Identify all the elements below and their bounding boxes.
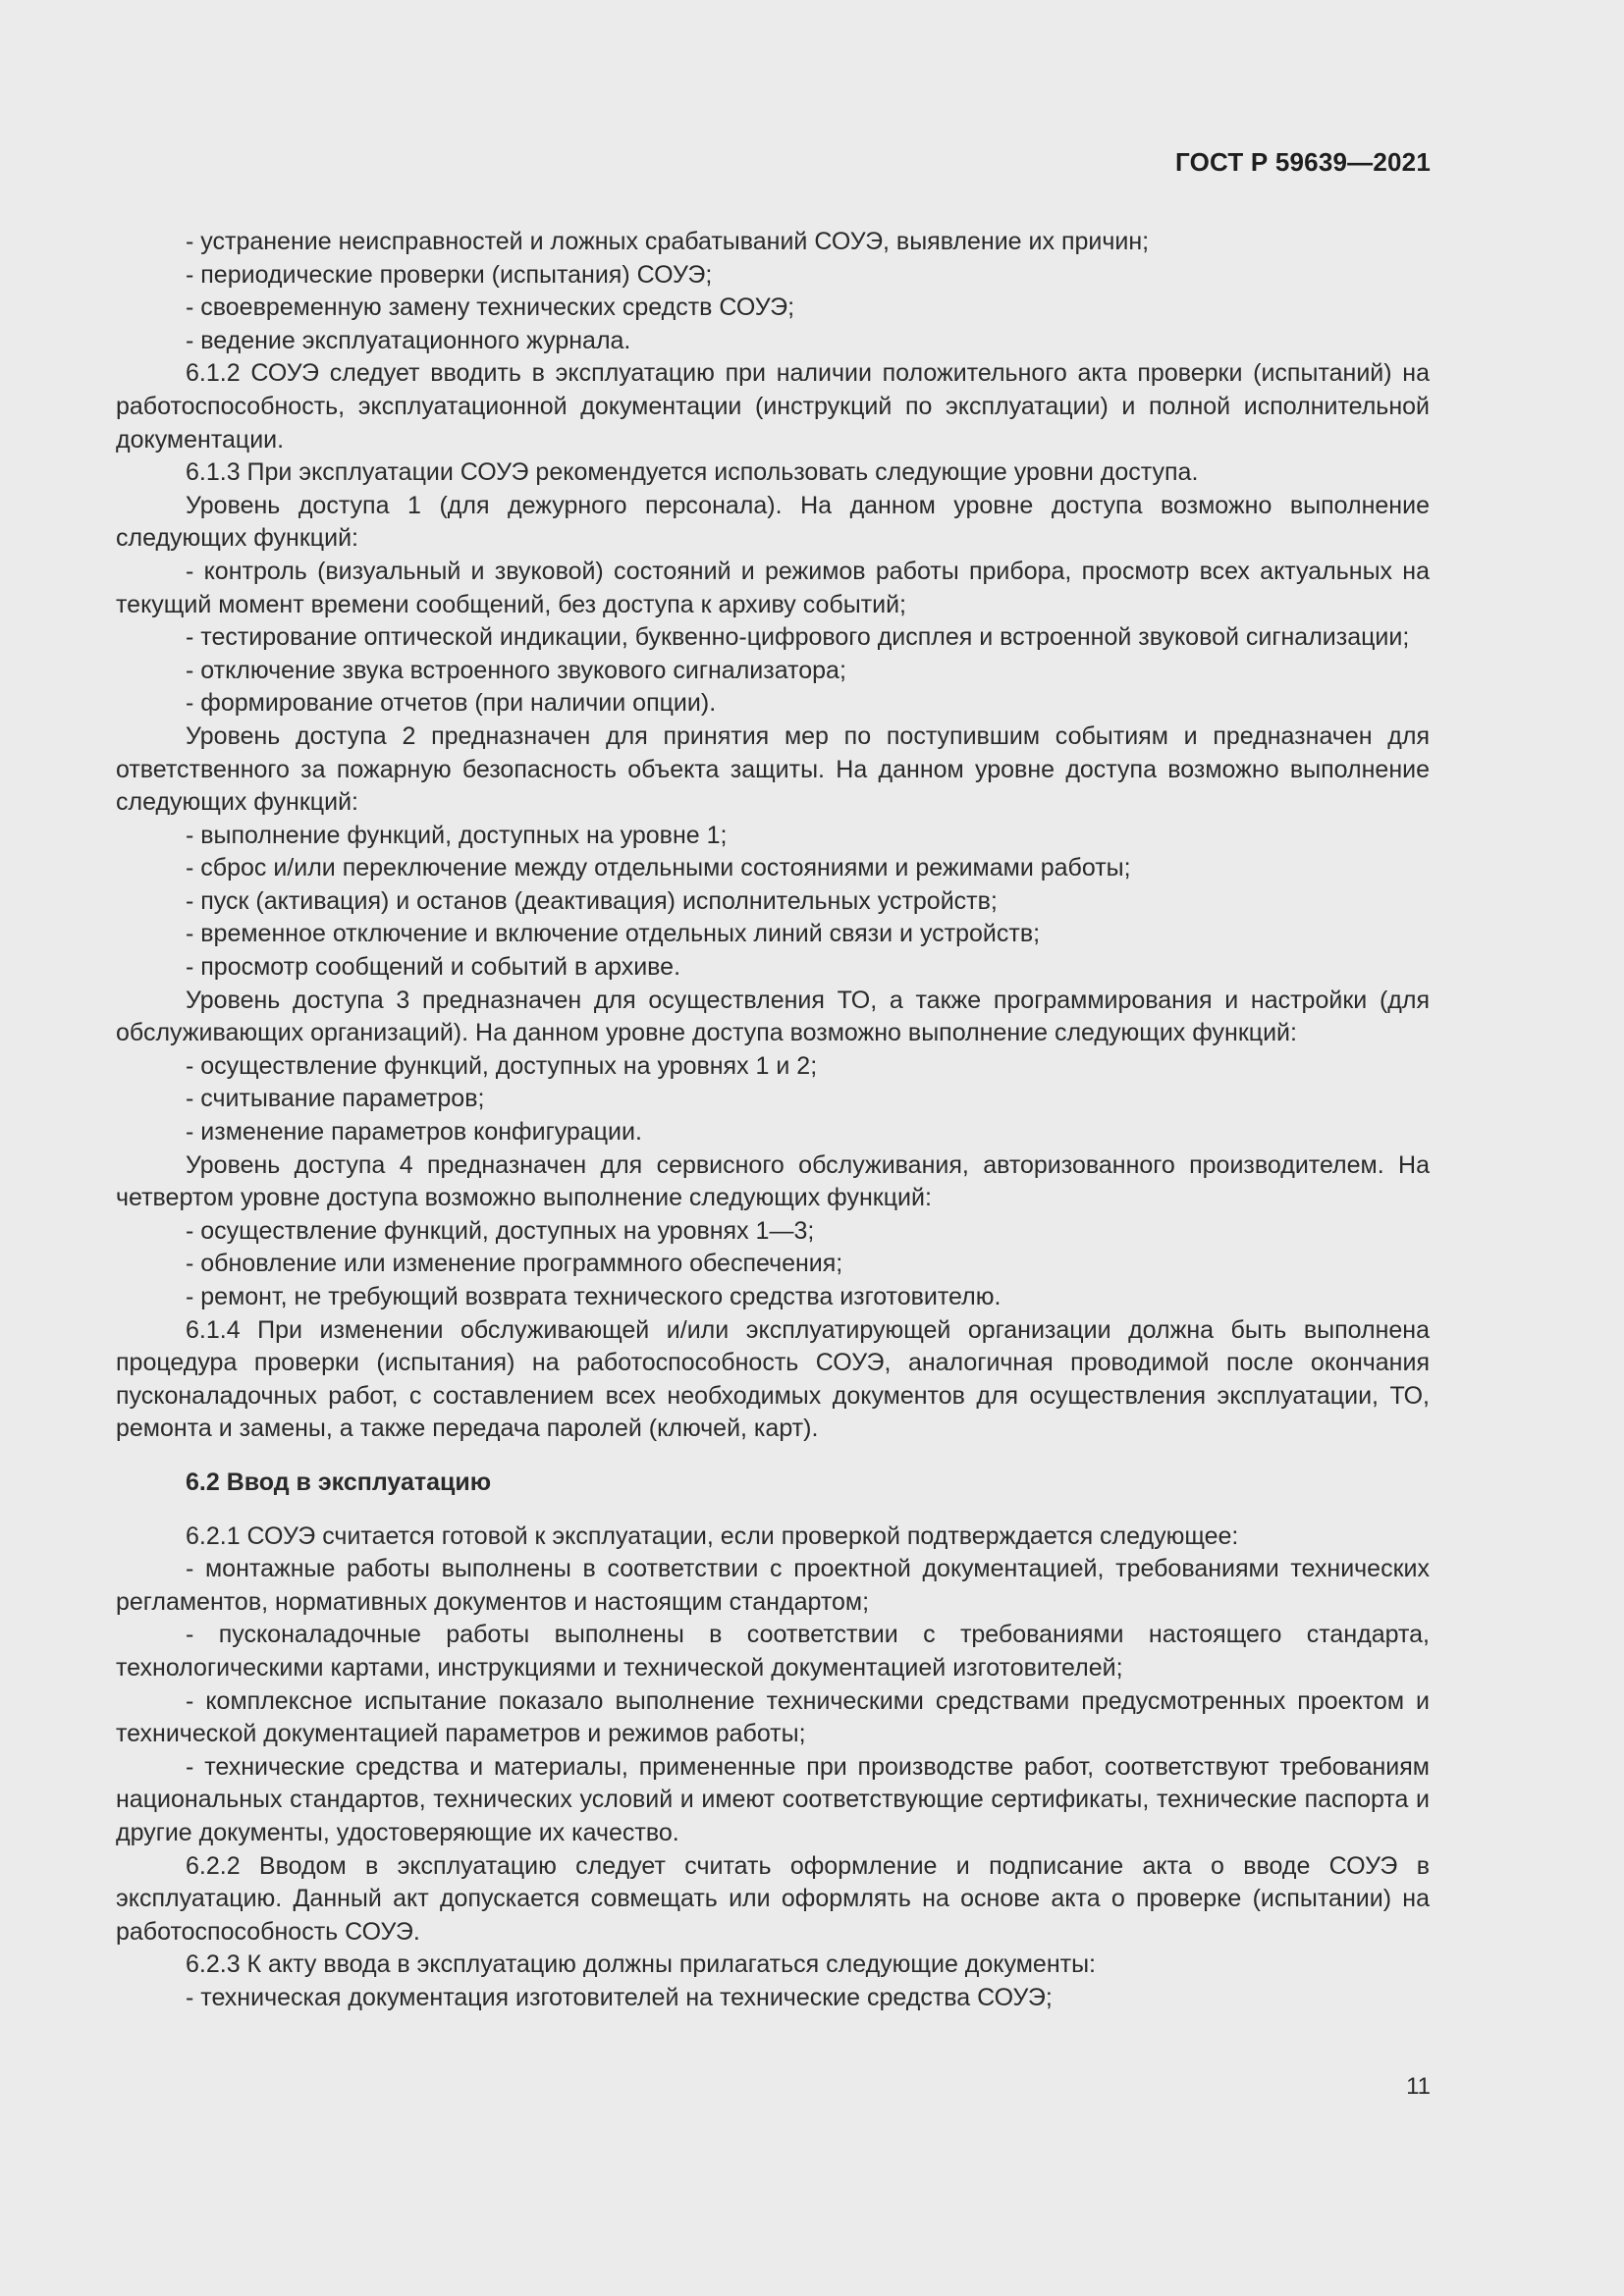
body-paragraph: 6.1.2 СОУЭ следует вводить в эксплуатацию при наличии положительного акта проверки (испытаний) на работоспособность, эксплуатационной документации (инструкций по эксплуатации) и полной исполнительной документации.	[116, 359, 1430, 454]
body-paragraph: Уровень доступа 2 предназначен для принятия мер по поступившим событиям и предназначен для ответственного за пожарную безопасность объекта защиты. На данном уровне доступа возможно выполнение следующих функций:	[116, 721, 1430, 817]
body-paragraph: - монтажные работы выполнены в соответствии с проектной документацией, требованиями технических регламентов, нормативных документов и настоящим стандартом;	[116, 1555, 1430, 1616]
body-paragraph: - отключение звука встроенного звукового сигнализатора;	[186, 656, 846, 684]
body-paragraph: Уровень доступа 4 предназначен для сервисного обслуживания, авторизованного производителем. На четвертом уровне доступа возможно выполнение следующих функций:	[116, 1150, 1430, 1212]
body-paragraph: - своевременную замену технических средств СОУЭ;	[186, 294, 795, 322]
body-paragraph: - сброс и/или переключение между отдельными состояниями и режимами работы;	[186, 854, 1131, 882]
body-paragraph: - просмотр сообщений и событий в архиве.	[186, 953, 681, 982]
body-paragraph: - осуществление функций, доступных на уровнях 1—3;	[186, 1216, 815, 1245]
body-paragraph: - обновление или изменение программного обеспечения;	[186, 1250, 843, 1278]
body-paragraph: - пуск (активация) и останов (деактивация) исполнительных устройств;	[186, 886, 998, 915]
body-paragraph: - технические средства и материалы, примененные при производстве работ, соответствуют требованиям национальных стандартов, технических условий и имеют соответствующие сертификаты, технические паспорта и другие документы, удостоверяющие их качество.	[116, 1752, 1430, 1846]
body-paragraph: Уровень доступа 3 предназначен для осуществления ТО, а также программирования и настройки (для обслуживающих организаций). На данном уровне доступа возможно выполнение следующих функций:	[116, 986, 1430, 1047]
body-paragraph: - пусконаладочные работы выполнены в соответствии с требованиями настоящего стандарта, технологическими картами, инструкциями и технической документацией изготовителей;	[116, 1621, 1430, 1682]
body-paragraph: - выполнение функций, доступных на уровне 1;	[186, 821, 728, 849]
body-paragraph: - устранение неисправностей и ложных срабатываний СОУЭ, выявление их причин;	[186, 228, 1150, 255]
body-paragraph: - ведение эксплуатационного журнала.	[186, 326, 631, 354]
body-paragraph: - осуществление функций, доступных на уровнях 1 и 2;	[186, 1051, 818, 1080]
body-paragraph: - ремонт, не требующий возврата технического средства изготовителю.	[186, 1283, 1001, 1310]
body-paragraph: - изменение параметров конфигурации.	[186, 1118, 642, 1147]
section-heading: 6.2 Ввод в эксплуатацию	[186, 1468, 492, 1496]
body-paragraph: - периодические проверки (испытания) СОУЭ;	[186, 260, 713, 289]
document-designation: ГОСТ Р 59639—2021	[1175, 147, 1431, 177]
page-number: 11	[1406, 2073, 1431, 2100]
body-paragraph: - формирование отчетов (при наличии опции).	[186, 689, 717, 718]
body-paragraph: - тестирование оптической индикации, буквенно-цифрового дисплея и встроенной звуковой сигнализации;	[186, 623, 1410, 652]
body-paragraph: Уровень доступа 1 (для дежурного персонала). На данном уровне доступа возможно выполнение следующих функций:	[116, 491, 1430, 553]
body-paragraph: 6.1.4 При изменении обслуживающей и/или эксплуатирующей организации должна быть выполнена процедура проверки (испытания) на работоспособность СОУЭ, аналогичная проводимой после окончания пусконаладочных работ, с составлением всех необходимых документов для осуществления эксплуатации, ТО, ремонта и замены, а также передача паролей (ключей, карт).	[116, 1315, 1430, 1443]
document-body	[116, 226, 1430, 2014]
body-paragraph: 6.1.3 При эксплуатации СОУЭ рекомендуется использовать следующие уровни доступа.	[186, 458, 1199, 487]
body-paragraph: 6.2.3 К акту ввода в эксплуатацию должны прилагаться следующие документы:	[186, 1950, 1096, 1979]
body-paragraph: 6.2.1 СОУЭ считается готовой к эксплуатации, если проверкой подтверждается следующее:	[186, 1522, 1239, 1550]
body-paragraph: - временное отключение и включение отдельных линий связи и устройств;	[186, 920, 1041, 948]
body-paragraph: - считывание параметров;	[186, 1085, 485, 1113]
body-paragraph: 6.2.2 Вводом в эксплуатацию следует считать оформление и подписание акта о вводе СОУЭ в эксплуатацию. Данный акт допускается совмещать или оформлять на основе акта о проверке (испытании) на работоспособность СОУЭ.	[116, 1851, 1430, 1946]
body-paragraph: - техническая документация изготовителей на технические средства СОУЭ;	[186, 1983, 1053, 2011]
body-paragraph: - контроль (визуальный и звуковой) состояний и режимов работы прибора, просмотр всех актуальных на текущий момент времени сообщений, без доступа к архиву событий;	[116, 557, 1430, 618]
body-paragraph: - комплексное испытание показало выполнение техническими средствами предусмотренных проектом и технической документацией параметров и режимов работы;	[116, 1686, 1430, 1748]
